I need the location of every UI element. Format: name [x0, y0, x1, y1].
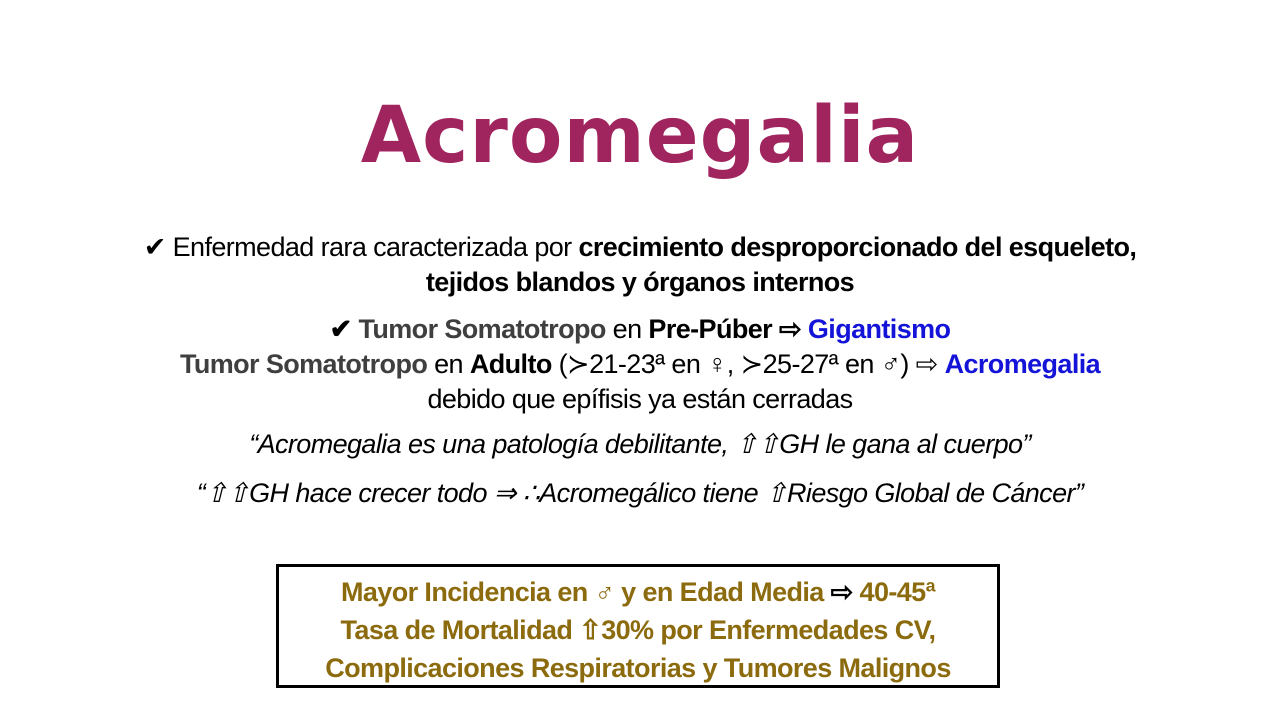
mortality-line: Tasa de Mortalidad ⇧30% por Enfermedades CV, — [340, 615, 936, 645]
bullet-definition — [120, 230, 1160, 300]
incidence-line — [279, 573, 997, 611]
slide-title: Acromegalia — [360, 91, 920, 181]
tumor-line-prepuber — [120, 312, 1160, 347]
bullet-tumor-somatotropo — [120, 312, 1160, 417]
slide-content — [120, 230, 1160, 511]
complications-line: Complicaciones Respiratorias y Tumores Malignos — [325, 653, 951, 683]
check-icon: ✔ — [329, 314, 352, 344]
result-gigantismo: Gigantismo — [807, 314, 951, 344]
tumor-label: Tumor Somatotropo — [351, 314, 606, 344]
incidence-mortality-box — [276, 564, 1000, 688]
epifisis-note: debido que epífisis ya están cerradas — [427, 384, 853, 414]
stage-prepuber: Pre-Púber — [648, 314, 773, 344]
en-text: en — [427, 349, 470, 379]
definition-text: Enfermedad rara caracterizada por — [165, 232, 579, 262]
result-acromegalia: Acromegalia — [944, 349, 1101, 379]
age-ranges: (≻21-23ª en ♀, ≻25-27ª en ♂) ⇨ — [551, 349, 945, 379]
arrow-icon: ⇨ — [772, 314, 808, 344]
quote-riesgo-cancer: “⇧⇧GH hace crecer todo ⇒ ∴Acromegálico tiene ⇧Riesgo Global de Cáncer” — [196, 478, 1084, 508]
incidence-text: Mayor Incidencia en ♂ y en Edad Media — [341, 577, 824, 607]
incidence-age: 40-45ª — [859, 577, 935, 607]
arrow-icon: ⇨ — [823, 577, 860, 607]
quote-debilitante: “Acromegalia es una patología debilitante, ⇧⇧GH le gana al cuerpo” — [249, 429, 1031, 459]
definition-bold-text: crecimiento desproporcionado del esqueleto, tejidos blandos y órganos internos — [425, 232, 1137, 297]
tumor-label: Tumor Somatotropo — [179, 349, 428, 379]
check-icon: ✔ — [143, 232, 166, 262]
stage-adulto: Adulto — [469, 349, 552, 379]
en-text: en — [605, 314, 649, 344]
tumor-line-adulto — [120, 347, 1160, 382]
